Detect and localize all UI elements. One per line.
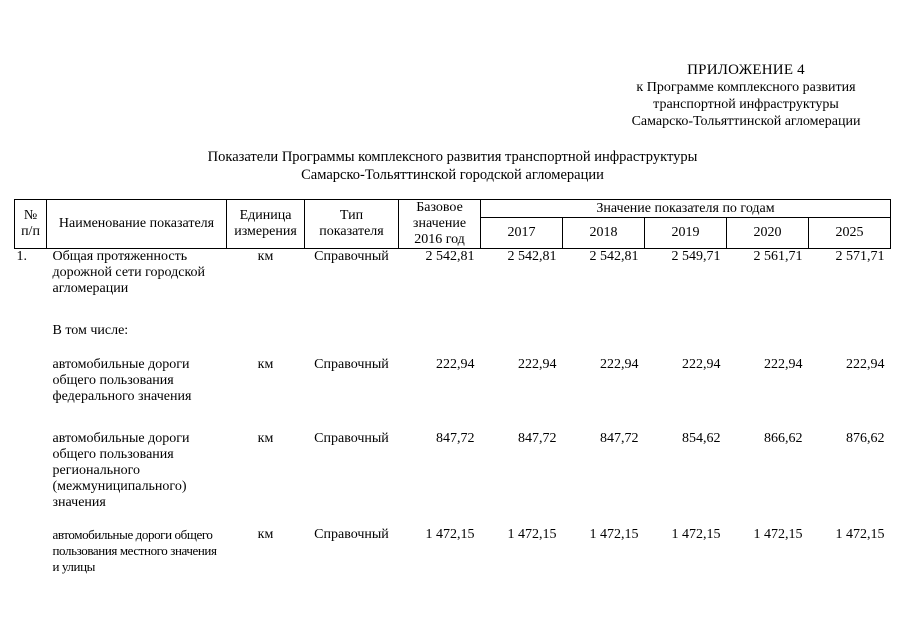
- row-name: автомобильные дороги общего пользования федерального значения: [52, 357, 192, 404]
- appendix-heading: ПРИЛОЖЕНИЕ 4: [687, 62, 805, 78]
- row-num: 1.: [16, 249, 27, 264]
- row-name: Общая протяженность дорожной сети городской агломерации: [52, 249, 206, 296]
- document-title: [0, 148, 905, 184]
- row-value: 847,72: [518, 431, 557, 446]
- row-type: Справочный: [314, 249, 389, 264]
- row-name: автомобильные дороги общего пользования местного значения и улицы: [52, 527, 217, 574]
- row-value: 222,94: [600, 357, 639, 372]
- row-base: 2 542,81: [425, 249, 475, 264]
- row-value: 1 472,15: [671, 527, 721, 542]
- header-year: 2017: [481, 218, 563, 249]
- header-base: Базовое значение 2016 год: [399, 200, 481, 249]
- row-value: 1 472,15: [753, 527, 803, 542]
- table-row: [15, 431, 891, 511]
- table-row: [15, 527, 891, 575]
- subheading-row: [15, 323, 891, 339]
- row-value: 847,72: [600, 431, 639, 446]
- header-name: Наименование показателя: [47, 200, 227, 249]
- header-year: 2018: [563, 218, 645, 249]
- table-row: [15, 357, 891, 405]
- row-value: 222,94: [682, 357, 721, 372]
- header-year: 2025: [809, 218, 891, 249]
- indicators-table: [14, 199, 891, 575]
- row-unit: км: [257, 357, 274, 372]
- row-type: Справочный: [314, 431, 389, 446]
- row-unit: км: [257, 431, 274, 446]
- row-unit: км: [257, 527, 274, 542]
- row-value: 876,62: [846, 431, 885, 446]
- row-value: 2 549,71: [671, 249, 721, 264]
- title-line: Самарско-Тольяттинской городской агломерации: [301, 167, 604, 183]
- row-type: Справочный: [314, 527, 389, 542]
- row-value: 222,94: [846, 357, 885, 372]
- row-name: автомобильные дороги общего пользования регионального (межмуниципального) значения: [52, 431, 190, 510]
- row-base: 1 472,15: [425, 527, 475, 542]
- header-num: № п/п: [15, 200, 47, 249]
- subheading: В том числе:: [52, 323, 129, 338]
- appendix-line: транспортной инфраструктуры: [653, 97, 839, 112]
- appendix-header: [611, 62, 881, 130]
- appendix-line: к Программе комплексного развития: [636, 80, 856, 95]
- row-value: 1 472,15: [589, 527, 639, 542]
- row-value: 854,62: [682, 431, 721, 446]
- row-value: 222,94: [764, 357, 803, 372]
- header-year: 2020: [727, 218, 809, 249]
- header-year: 2019: [645, 218, 727, 249]
- row-value: 2 561,71: [753, 249, 803, 264]
- appendix-line: Самарско-Тольяттинской агломерации: [631, 114, 861, 129]
- row-value: 1 472,15: [835, 527, 885, 542]
- row-value: 2 542,81: [507, 249, 557, 264]
- header-years-group: Значение показателя по годам: [481, 200, 891, 218]
- row-value: 222,94: [518, 357, 557, 372]
- row-base: 222,94: [436, 357, 475, 372]
- header-type: Тип показателя: [305, 200, 399, 249]
- row-value: 2 542,81: [589, 249, 639, 264]
- row-base: 847,72: [436, 431, 475, 446]
- table-row: [15, 249, 891, 298]
- header-unit: Единица измерения: [227, 200, 305, 249]
- title-line: Показатели Программы комплексного развития транспортной инфраструктуры: [207, 149, 698, 165]
- row-unit: км: [257, 249, 274, 264]
- row-value: 1 472,15: [507, 527, 557, 542]
- row-value: 2 571,71: [835, 249, 885, 264]
- row-value: 866,62: [764, 431, 803, 446]
- row-type: Справочный: [314, 357, 389, 372]
